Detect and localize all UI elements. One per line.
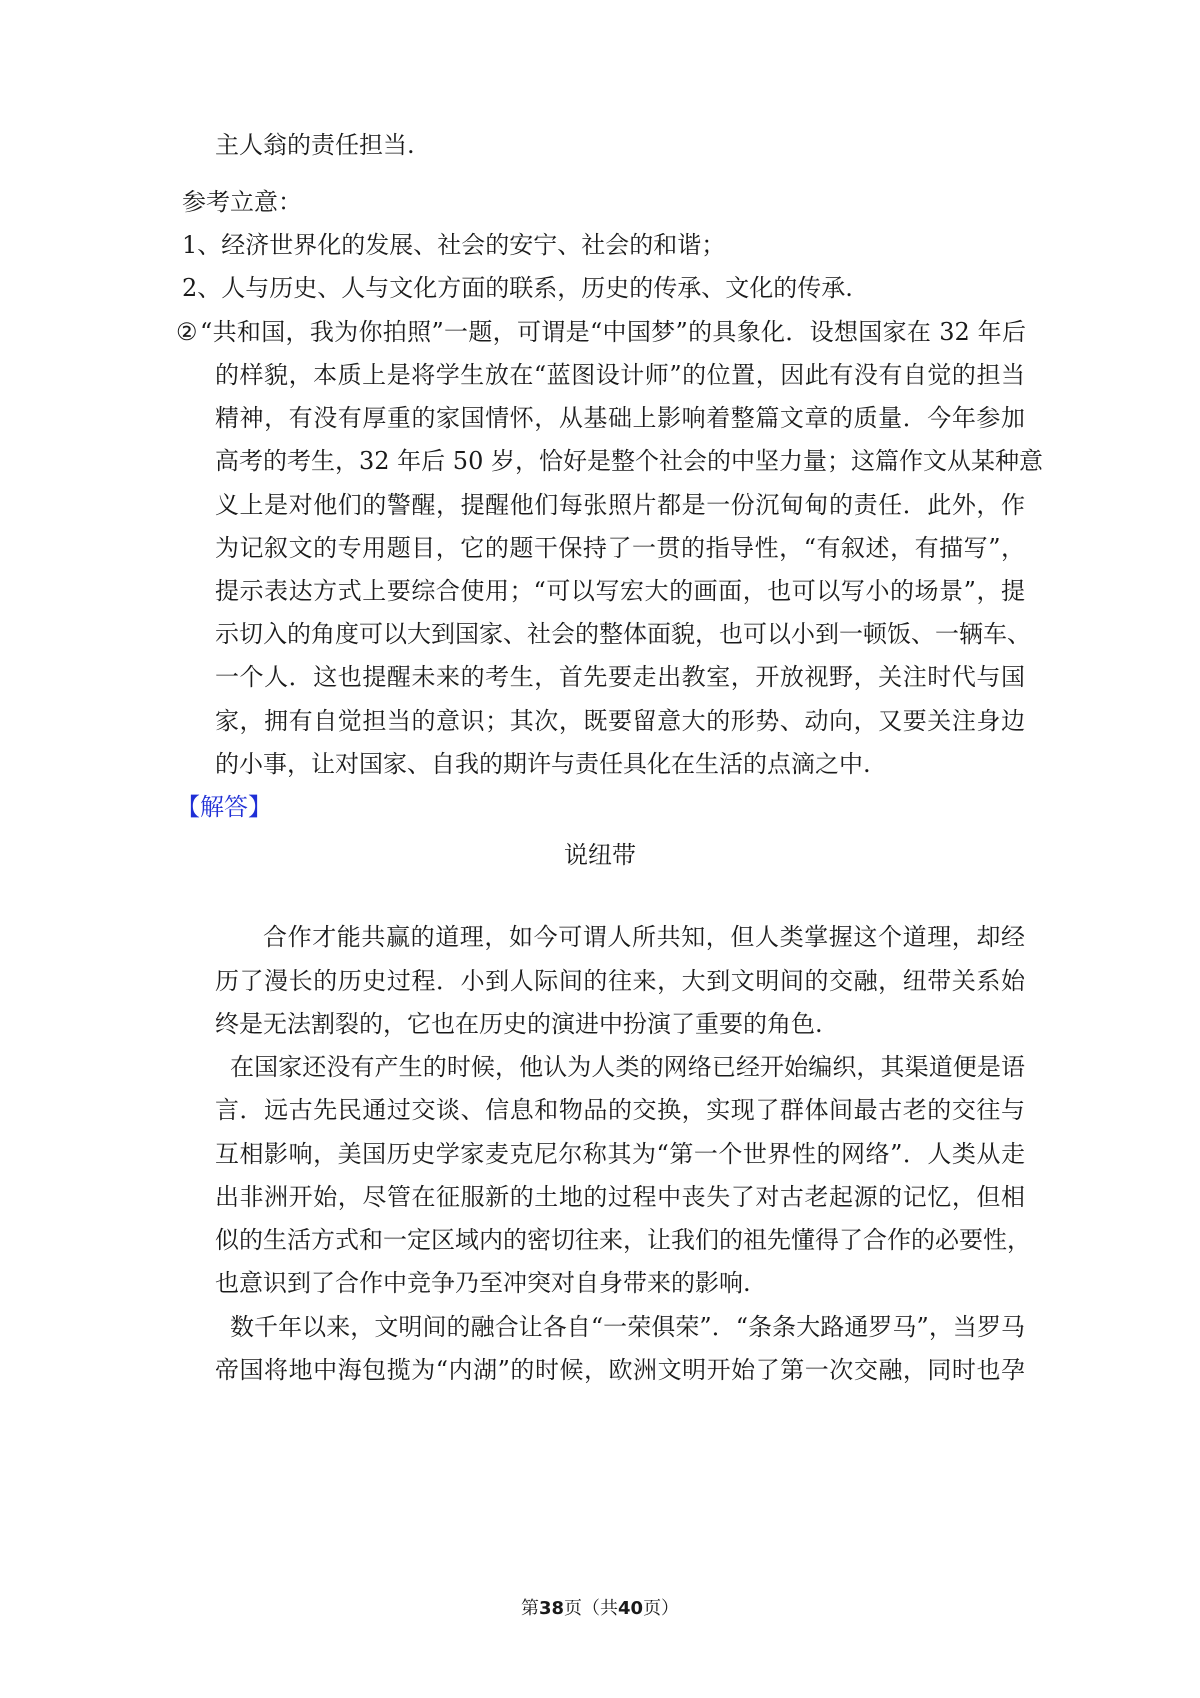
essay-line: 出非洲开始，尽管在征服新的土地的过程中丧失了对古老起源的记忆，但相 [215,1183,1025,1211]
text-line: 精神，有没有厚重的家国情怀，从基础上影响着整篇文章的质量．今年参加 [215,404,1025,432]
page-footer [0,1596,1200,1622]
essay-line: 历了漫长的历史过程．小到人际间的往来，大到文明间的交融，纽带关系始 [215,967,1025,995]
answer-label: 【解答】 [176,793,272,821]
reference-heading: 参考立意： [182,188,302,216]
text-line: 的样貌，本质上是将学生放在“蓝图设计师”的位置，因此有没有自觉的担当 [215,361,1025,389]
page-number: 38 [538,1598,564,1619]
essay-line: 帝国将地中海包揽为“内湖”的时候，欧洲文明开始了第一次交融，同时也孕 [215,1356,1025,1384]
essay-line: 似的生活方式和一定区域内的密切往来，让我们的祖先懂得了合作的必要性， [215,1226,1031,1254]
essay-line: 也意识到了合作中竞争乃至冲突对自身带来的影响. [215,1269,751,1297]
text-line: 主人翁的责任担当. [215,131,415,159]
text-line: “共和国，我为你拍照”一题，可谓是“中国梦”的具象化．设想国家在 32 年后 [200,318,1026,346]
essay-line: 数千年以来，文明间的融合让各自“一荣俱荣”．“条条大路通罗马”，当罗马 [230,1313,1025,1341]
essay-line: 合作才能共赢的道理，如今可谓人所共知，但人类掌握这个道理，却经 [263,923,1025,951]
text-line: 的小事，让对国家、自我的期许与责任具化在生活的点滴之中. [215,750,871,778]
essay-line: 互相影响，美国历史学家麦克尼尔称其为“第一个世界性的网络”．人类从走 [215,1140,1025,1168]
footer-suffix: 页） [643,1598,680,1619]
essay-line: 言．远古先民通过交谈、信息和物品的交换，实现了群体间最古老的交往与 [215,1096,1025,1124]
text-line: 家，拥有自觉担当的意识；其次，既要留意大的形势、动向，又要关注身边 [215,707,1025,735]
text-line: 一个人．这也提醒未来的考生，首先要走出教室，开放视野，关注时代与国 [215,663,1025,691]
essay-line: 终是无法割裂的，它也在历史的演进中扮演了重要的角色. [215,1010,823,1038]
reference-point-1: 1、经济世界化的发展、社会的安宁、社会的和谐； [182,231,726,259]
text-line: 义上是对他们的警醒，提醒他们每张照片都是一份沉甸甸的责任．此外，作 [215,491,1025,519]
text-line: 提示表达方式上要综合使用；“可以写宏大的画面，也可以写小的场景”，提 [215,577,1025,605]
item-marker: ② [176,318,198,346]
essay-line: 在国家还没有产生的时候，他认为人类的网络已经开始编织，其渠道便是语 [230,1053,1025,1081]
text-line: 示切入的角度可以大到国家、社会的整体面貌，也可以小到一顿饭、一辆车、 [215,620,1031,648]
text-line: 高考的考生，32 年后 50 岁，恰好是整个社会的中坚力量；这篇作文从某种意 [215,447,1043,475]
page-total: 40 [618,1598,644,1619]
footer-prefix: 第 [520,1598,539,1619]
essay-title: 说纽带 [564,841,636,869]
text-line: 为记叙文的专用题目，它的题干保持了一贯的指导性，“有叙述，有描写”， [215,534,1025,562]
reference-point-2: 2、人与历史、人与文化方面的联系，历史的传承、文化的传承. [182,274,853,302]
footer-mid: 页（共 [564,1598,618,1619]
